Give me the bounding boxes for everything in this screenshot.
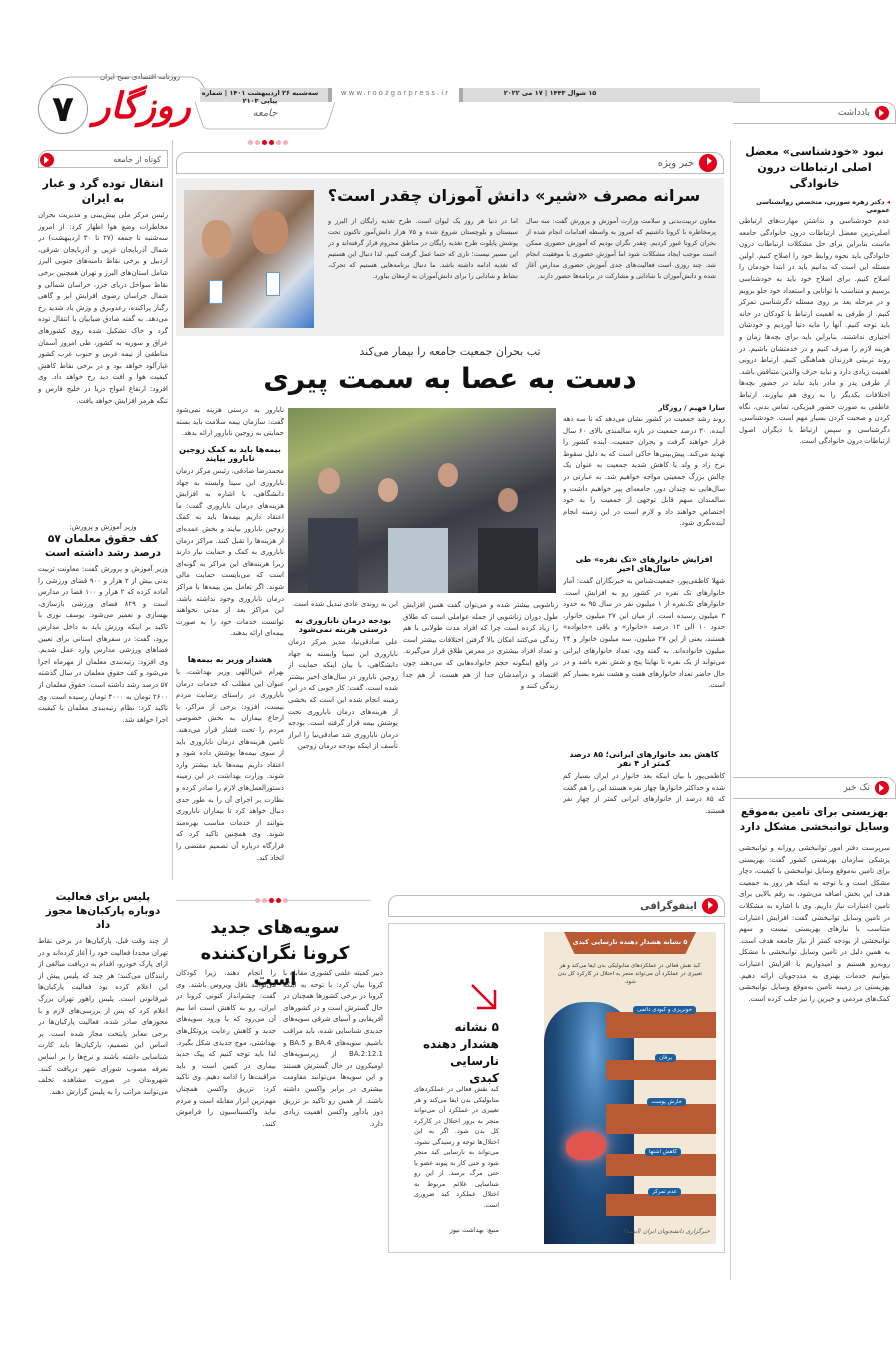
subhead-insurance: بیمه‌ها باید به کمک زوجین نابارور بیایند [179,445,281,463]
section-dots [248,140,288,145]
infographic-poster [544,932,716,1244]
page-number: ۷ [52,88,74,130]
date-info: ۱۵ شوال ۱۴۴۳ | ۱۷ می ۲۰۲۲ [503,89,597,97]
infographic-box [388,923,725,1253]
divider [730,140,731,1280]
left-column-content [38,172,168,1266]
right-column [733,102,896,1280]
poster-intro: کبد نقش فعالی در عملکردهای متابولیکی بدن ایفا می‌کند و هر تغییری در عملکرد آن می‌تواند منجر به اختلال در کارکرد کل بدن شود. [557,963,703,985]
special-news-col2: اما در دنیا هر روز یک لیوان است. طرح تغذیه رایگان از البرز و سیستان و بلوچستان شروع شده و ۷۵ هزار دانش‌آموز تاکنون تحت پوشش پایلوت طرح تغذیه رایگان در مناطق محروم قرار گرفته‌اند و در این مسیر نیست؛ تاری که حتما عمل گرفت کنیم. لذا دنبال این هستیم که تغذیه ادامه داشته باشد. ما دنبال برنامه‌هایی هستیم که تحرک، نشاط و شادابی را برای دانش‌آموزان به ارمغان بیاورد. [328,217,518,280]
infographic-side-title[interactable]: ۵ نشانه هشدار دهنده نارسایی کبدی [422,1020,499,1085]
symptom-bar-2 [606,1060,716,1080]
symptom-label-3: خارش پوست [647,1098,686,1106]
main-col-right [563,403,725,829]
special-news-box [176,178,724,336]
note-author: ◂ دکتر زهره سوزنی، متخصص روانشناسی عمومی [756,198,890,214]
symptom-bar-1 [606,1012,716,1038]
main-body-1: روند رشد جمعیت در کشور نشان می‌دهد که تا سه دهه آینده، ۳۰ درصد جمعیت در بازه سالمندی بالای ۶۰ سال قرار خواهند گرفت و بحران جمعیت، آینده کشور را تهدید می‌کند. پیش‌بینی‌ها حاکی است که به دلیل سقوط نرخ زاد و ولد یا کاهش شدید جمعیت به عنوان یک چالش بزرگ جمعیتی مواجه خواهیم شد. به عبارتی در سال‌هایی نه چندان دور، جامعه‌ای پیر خواهیم داشت و سالمندان سهم قابل توجهی از جمعیت را به خود اختصاص خواهند داد و لازم است در این زمینه انجام آینده‌نگری شود. [563,415,725,528]
section-arrow-icon [40,153,54,167]
parking-news-body: از چند وقت قبل، پارکبان‌ها در برخی نقاط تهران مجددا فعالیت خود را آغاز کرده‌اند و در ازای پارک خودرو، اقدام به دریافت مبالغی از رانندگان می‌کنند؛ هر چند که پلیس پیش از این اعلام کرده بود فعالیت پارکبان‌ها غیرقانونی است. پلیس راهور تهران بزرگ اعلام کرد که پس از بررسی‌های لازم و با مجوزهای صادر شده، فعالیت پارکبان‌ها در برخی معابر پایتخت مجاز شده است. بر اساس این تصمیم، پارکبان‌ها باید کارت شناسایی داشته باشند و نرخ‌ها را بر اساس تعرفه مصوب شورای شهر دریافت کنند. شهروندان در صورت مشاهده تخلف می‌توانند مراتب را به پلیس گزارش دهند. [38,937,168,1096]
diagonal-arrow-icon [469,982,499,1012]
poster-signature: خبرگزاری دانشجویان ایران (ایسنا) [624,1228,710,1235]
special-news-col1: معاون تربیت‌بدنی و سلامت وزارت آموزش و پرورش گفت: سه سال پرمخاطره با کرونا داشتیم که امروز به واسطه اقدامات انجام شده از بحران کرونا عبور کردیم. چقدر نگران بودیم که آموزش حضوری ممکن است موجب ایجاد مشکلات شود اما آموزش حضوری با موفقیت انجام شد. چند روزی است فعالیت‌های جدی آموزش حضوری مدارس آغاز شده و دانش‌آموزان با شادابی و مشارکت در برنامه‌ها حضور دارند. [526,217,716,280]
symptom-label-1: خونریزی و کبودی دائمی [633,1006,696,1014]
special-news-header: خبر ویژه [176,152,724,174]
page-number-circle [38,84,88,134]
infographic [388,895,725,1255]
main-body-2: شهلا کاظمی‌پور، جمعیت‌شناس به خبرنگاران گفت: آمار خانوارهای تک نفره در کشور رو به افزایش است. خانوارهای تک‌نفره از ۱ میلیون نفر در سال ۹۵ به حدود ۳ میلیون رسیده است. از میان این ۲۷ میلیون خانوار، حدود ۱۰ الی ۱۲ درصد «خانوار» و باقی «خانواده» هستند، یعنی از این ۲۷ میلیون، سه میلیون خانوار و ۲۴ میلیون خانواده‌اند. به گفته وی، تعداد خانوارهای ایرانی می‌تواند از یک نفره تا نهایتا پنج و شش نفره باشد و در حال حاضر تعداد خانوارهای هفت و هشت نفره بسیار کم است. [563,577,725,690]
subhead-single-households: افزایش خانوارهای «تک نفره» طی سال‌های اخیر [575,555,713,573]
symptom-label-5: عدم تمرکز [648,1188,681,1196]
students-milk-photo [184,190,314,328]
main-body-mid-d: علی صادقی‌نیا، مدیر مرکز درمان ناباروری ابن سینا وابسته به جهاد دانشگاهی، با بیان اینکه حمایت از زوجین نابارور در سال‌های اخیر بیشتر شده است، گفت: کار خوبی که در این زمینه انجام شده این است که بخشی از هزینه‌های درمان ناباروری تحت پوشش بیمه قرار گرفته است. بودجه درمان ناباروری شد صادقی‌نیا را ابراز تأسف از اینکه بودجه درمان زوجین [288,638,398,751]
note-body: عدم خودشناسی و نداشتن مهارت‌های ارتباطی اصلی‌ترین معضل ارتباطات درون خانوادگی جامعه ماست بنابراین برای حل مشکلات ارتباطات درون خانوادگی باید نحوه روابط خود را اصلاح کنیم. اولین مسئله این است که بدانیم باید در ابتدا خودمان را اصلاح کنیم. برای اصلاح خود باید به خودشناسی برسیم و متناسب با توانایی و استعداد خود جلو برویم و در مرحله بعد بر روی مسئله دگرشناسی تمرکز کنیم. از طرفی به اهمیت ارتباط با کودکان در خانه باید توجه کنیم. آنها را مایه دنیا آوردیم و خودشان اختیاری نداشتند، بنابراین باید برای بچه‌ها زمان و هزینه لازم را صرف کنیم و در خدمتشان باشیم. در روند تربیتی فرزندان هماهنگی کنیم. ارتباط درونی اهمیت زیادی دارد و نباید حرف والدین متناقض باشد. از طرفی پدر و مادر باید نباید در حضور بچه‌ها اختلافات یکدیگر را به روی هم بیاورند. ارتباط عاطفی به صورت حضور فیزیکی، تماس بدنی، نگاه کردن و صحبت کردن بسیار مهم است. خودشناسی، دگرشناسی و سپس ارتباط با دیگران اصول ارتباطات درون خانوادگی است. [738,217,890,446]
symptom-bar-4 [606,1154,716,1176]
main-body-left-c: بهرام عین‌اللهی وزیر بهداشت، با عنوان این مطلب که خدمات درمان ناباروری در راستای رضایت مردم نیست، افزود: برخی از مراکز، با ارجاع بیماران به بخش خصوصی مردم را تحت فشار قرار می‌دهند. تامین هزینه‌های درمان ناباروری باید از سوی بیمه‌ها پوشش داده شود و اعتقاد داریم بیمه‌ها باید بیشتر وارد شوند. وزارت بهداشت در این زمینه دستورالعمل‌های لازم را صادر کرده و نظارت بر اجرای آن را به طور جدی دنبال خواهد کرد تا بیماران ناباروری بتوانند از خدمات مناسب بهره‌مند شوند. وی همچنین تاکید کرد که قرارگاه درباره آن تصمیم مقتضی را اتخاذ کند. [176,668,284,862]
corona-title[interactable]: سویه‌های جدید کرونا نگران‌کننده است [200,917,350,990]
section-arrow-icon [875,106,889,120]
main-col-mid [403,600,558,858]
section-arrow-icon [875,781,889,795]
left-column [38,150,168,168]
subhead-minister-warning: هشدار وزیر به بیمه‌ها [187,655,273,664]
brief-section-header: تک خبر [733,777,896,799]
poster-banner-text: ۵ نشانه هشدار دهنده نارسایی کبدی [572,938,688,946]
section-name: جامعه [252,108,278,119]
section-arrow-icon [702,898,718,914]
crowd-photo [288,408,556,593]
symptom-bar-3 [606,1104,716,1134]
special-news [176,152,724,332]
brief-title[interactable]: بهزیستی برای تامین به‌موقع وسایل توانبخشی مشکل دارد [739,806,890,833]
issue-info: سه‌شنبه ۲۶ اردیبهشت ۱۴۰۱ | شماره پیاپی ۲۱۰۳ [201,89,319,105]
logo: روزگار [93,86,191,127]
parking-news-title[interactable]: پلیس برای فعالیت دوباره پارکبان‌ها مجوز داد [45,891,161,931]
main-body-left-a: نابارور به درستی هزینه نمی‌شود گفت: سازمان بیمه سلامت باید بسته حمایتی به زوجین نابارور ارائه بدهد. [176,406,284,438]
byline: سارا فهیم / روزگار [658,404,725,412]
note-section-header: یادداشت [733,102,896,124]
teacher-news-title[interactable]: کف حقوق معلمان ۵۷ درصد رشد داشته است [44,533,162,559]
subhead-household-size: کاهش بعد خانوارهای ایرانی؛ ۸۵ درصد کمتر از ۴ نفر [569,750,719,768]
main-body-left-b: محمدرضا صادقی، رئیس مرکز درمان ناباروری ابن سینا وابسته به جهاد دانشگاهی، با اشاره به افزایش هزینه‌های درمان ناباروری گفت: ما اعتقاد داریم بیمه‌ها باید به کمک زوجین نابارور بیایند و بخش عمده‌ای از هزینه‌ها را تقبل کنند. مراکز درمان ناباروری به کمک و حمایت نیاز دارند زیرا هزینه‌های این مراکز به گونه‌ای است که می‌بایست حمایت مالی شوند. اگر تعامل بین بیمه‌ها با مراکز درمان ناباروری وجود نداشته باشد، این مراکز بعد از مدتی نخواهند توانست خدمات خود را به صورت بیمه‌ای ارائه بدهند. [176,467,284,638]
brief-body: سرپرست دفتر امور توانبخشی روزانه و توانبخشی پزشکی سازمان بهزیستی کشور گفت: بهزیستی برای تامین به‌موقع وسایل توانبخشی با کیفیت، دچار مشکل است و با توجه به اینکه هر روز به جمعیت هدف این بخش اضافه می‌شود، به رقم بالایی برای تامین اعتبارات نیاز داریم. وی با اشاره به مشکلات در تامین وسایل توانبخشی گفت: افزایش اعتبارات متناسب با نیازهای بهزیستی نیست و سهم توانبخشی از بودجه کمتر از نیاز جامعه هدف است. به همین دلیل در تامین وسایل توانبخشی با مشکل روبه‌رو هستیم و امیدواریم با افزایش اعتبارات بتوانیم خدمات بهتری به مددجویان ارائه دهیم. بهزیستی در زمینه تامین به‌موقع وسایل توانبخشی کمک‌های مردمی و خیرین را نیز جلب کرده است. [739,844,890,1003]
website-url[interactable]: www.roozgarpress.ir [340,89,451,97]
liver-icon [566,1132,606,1160]
special-news-title[interactable]: سرانه مصرف «شیر» دانش آموزان چقدر است؟ [327,186,701,205]
dust-news-title[interactable]: انتقال توده گرد و غبار به ایران [42,177,164,205]
infographic-source: منبع: بهداشت نیوز [449,1226,499,1234]
symptom-label-4: کاهش اشتها [645,1148,681,1156]
corona-body-right: دبیر کمیته علمی کشوری مقابله با کرونا بیان کرد: با توجه به اینکه کرونا در برخی کشورها همچنان در حال گسترش است و در کشورهای آفریقایی و آسیای شرقی سویه‌های جدیدی شناسایی شده، باید مراقب باشیم. سویه‌های BA.4 و BA.5 و BA.2.12.1 از زیرسویه‌های اومیکرون در حال گسترش هستند و این سویه‌ها می‌توانند مقاومت بیشتری در برابر واکسن داشته باشند. از همین رو تاکید بر تزریق دوز یادآور واکسن اهمیت زیادی دارد. [283,969,383,1128]
subhead-infertility-budget: بودجه درمان ناباروری به درستی هزینه نمی‌شود [295,616,391,634]
symptom-bar-5 [606,1194,716,1216]
teacher-news-body: وزیر آموزش و پرورش گفت: معاونت تربیت بدنی بیش از ۲ هزار و ۹۰۰ فضای ورزشی را آماده کرده که ۲ هزار و ۱۰۰ فضا در مدارس است و ۸۲۹ فضای ورزشی بازسازی، بهسازی و تعمیر می‌شود. یوسف نوری با تاکید بر اینکه ورزش باید به داخل مدارس برود، گفت: در سفرهای استانی برای تعیین فضاهای ورزشی مدارس وارد عمل شدیم. وی افزود: رتبه‌بندی معلمان از مهرماه اجرا می‌شود و کف حقوق معلمان در سال گذشته ۵۷ درصد رشد داشته است. حقوق معلمان از ۲۶۰۰ تومان به ۴۰۰۰ تومان رسیده است. وی تاکید کرد: نظام رتبه‌بندی معلمان با کیفیت اجرا خواهد شد. [38,565,168,724]
main-col-far-left [176,405,284,907]
main-body-3: کاظمی‌پور با بیان اینکه بعد خانوار در ایران بسیار کم شده و حداکثر خانوارها چهار نفره هستند این را هم گفت که ۸۵ درصد از خانوارهای ایرانی کمتر از چهار نفر هستند. [563,772,725,815]
teacher-news-kicker: وزیر آموزش و پرورش: [69,523,137,531]
infographic-side-body: کبد نقش فعالی در عملکردهای متابولیکی بدن ایفا می‌کند و هر تغییری در عملکرد آن می‌تواند منجر به بروز اختلال در کارکرد کل بدن شود. اگر به این اختلال‌ها توجه و رسیدگی نشود، می‌تواند به نارسایی کبد منجر شود و حتی کار به پیوند عضو یا حتی مرگ برسد. از این رو شناسایی علائم مربوط به اختلال عملکرد کبد ضروری است. [414,1085,499,1209]
corona-dots [255,898,288,903]
divider [172,140,173,880]
corona-body-left: را انجام دهند، زیرا کودکان می‌توانند ناقل ویروس باشند. وی گفت: چشم‌انداز کنونی کرونا در ایران، رو به کاهش است اما بیم آن می‌رود که با ورود سویه‌های جدید و کاهش رعایت پروتکل‌های بهداشتی، موج جدیدی شکل بگیرد. لذا باید توجه کنیم که پیک جدید بیماری در کمین است و باید مراقبت‌ها را ادامه دهیم. وی تاکید کرد: تزریق واکسن همچنان مهم‌ترین ابزار مقابله است و مردم نباید واکسیناسیون را فراموش کنند. [176,969,276,1128]
main-headline[interactable]: دست به عصا به سمت پیری [263,362,637,395]
main-body-mid-c: زناشویی بیشتر شده و می‌توان گفت همین افزایش طول دوران زناشویی از جمله عواملی است که طلاق را زیاد کرده است چرا که افراد مدت طولانی با هم زندگی می‌کنند امکان بالا گرفتن اختلافات بیشتر است و تعداد افراد بیشتری در معرض طلاق قرار می‌گیرند. در واقع اینگونه حجم خانواده‌هایی که می‌دهند چون اقتصاد و درآمدشان جدا از هم هست، از هم جدا زندگی کنند و [403,601,558,691]
left-col-arrow [40,152,54,171]
section-arrow-icon [699,154,717,172]
main-col-left [288,612,398,857]
note-title[interactable]: نبود «خودشناسی» معضل اصلی ارتباطات درون خانوادگی [745,145,884,190]
symptom-label-2: یرقان [655,1054,676,1062]
main-kicker: تب بحران جمعیت جامعه را بیمار می‌کند [359,345,541,358]
photo-caption: این به روندی عادی تبدیل شده است. [291,600,398,608]
infographic-header: اینفوگرافی [388,895,725,917]
dust-news-body: رئیس مرکز ملی پیش‌بینی و مدیریت بحران مخاطرات وضع هوا اظهار کرد: از امروز سه‌شنبه تا جمعه (۲۷ تا ۳۰ اردیبهشت) در شمال آذربایجان غربی و آذربایجان شرقی، اردبیل و برخی نقاط دامنه‌های جنوبی البرز شامل استان‌های البرز و تهران همچنین برخی نقاط سواحل دریای خزر، خراسان شمالی و شمال خراسان رضوی افزایش ابر و گاهی رگبار پراکنده، رعدوبرق و وزش باد شدید رخ می‌دهد. به گفته صادق ضیاییان با انتقال توده گرد و خاک تشکیل شده روی کشورهای عراق و سوریه به کشور، طی امروز آسمان مناطقی از نیمه غربی و جنوب غرب کشور غبارآلود خواهد بود و در برخی نقاط کاهش کیفیت هوا و افت دید رخ خواهد داد. وی افزود: ارتفاع امواج دریا در خلیج فارس و تنگه هرمز افزایش خواهد یافت. [38,211,168,405]
tagline: روزنامه اقتصادی صبح ایران [100,73,181,81]
left-section-header: کوتاه از جامعه [38,150,168,168]
